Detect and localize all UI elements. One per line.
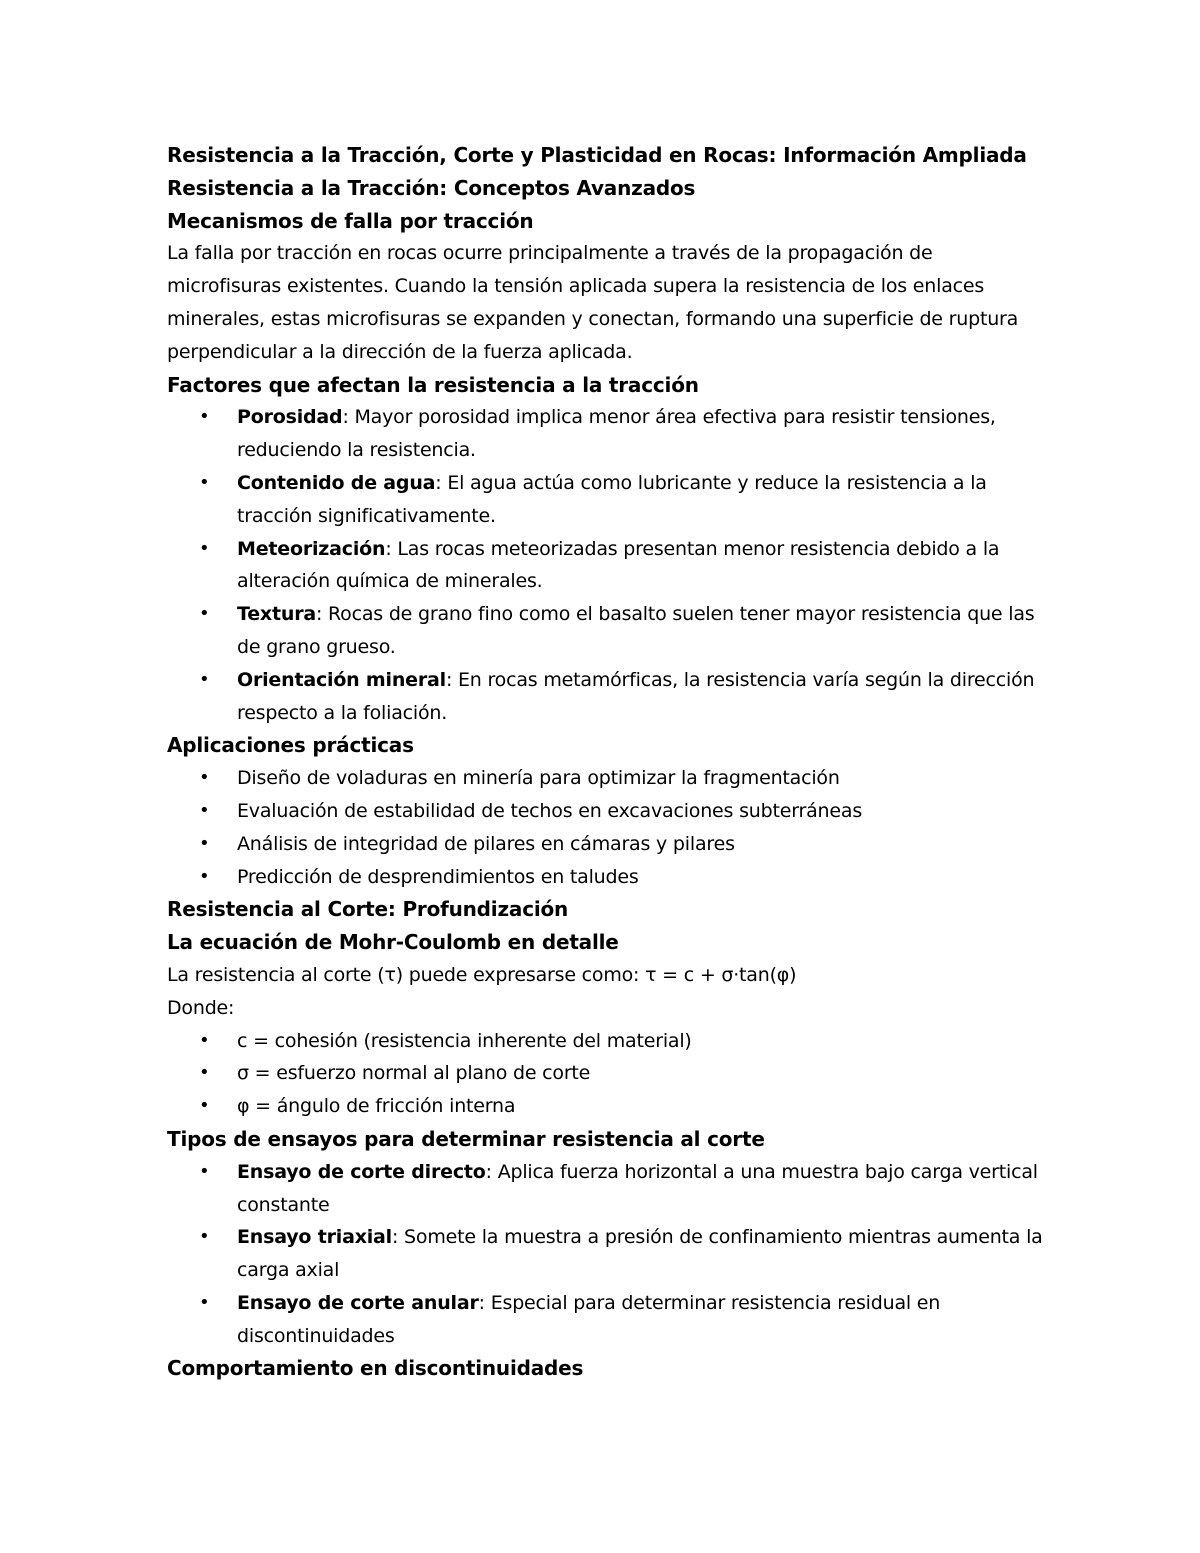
test-term: Ensayo de corte directo: [237, 1160, 486, 1183]
heading-discontinuities: Comportamiento en discontinuidades: [167, 1356, 584, 1381]
test-text: : Somete la muestra a presión de confinamiento mientras aumenta la carga axial: [237, 1226, 1043, 1282]
factor-text: : Las rocas meteorizadas presentan menor resistencia debido a la alteración química de minerales.: [237, 537, 1000, 593]
list-item: [167, 1090, 1050, 1123]
factor-text: : Mayor porosidad implica menor área efectiva para resistir tensiones, reduciendo la resistencia.: [237, 406, 996, 462]
applications-list: [167, 762, 1050, 893]
factor-term: Contenido de agua: [237, 471, 436, 494]
where-label: Donde:: [167, 996, 235, 1019]
bullet-icon: •: [199, 603, 210, 625]
test-text: : Aplica fuerza horizontal a una muestra bajo carga vertical constante: [237, 1160, 1038, 1216]
mohr-formula: La resistencia al corte (τ) puede expresarse como: τ = c + σ·tan(φ): [167, 963, 797, 986]
list-item: [167, 533, 1050, 599]
list-item: [167, 861, 1050, 894]
bullet-icon: •: [199, 799, 210, 821]
variable-text: σ = esfuerzo normal al plano de corte: [237, 1062, 591, 1085]
factor-term: Porosidad: [237, 406, 343, 429]
list-item: [167, 828, 1050, 861]
variable-text: φ = ángulo de fricción interna: [237, 1095, 516, 1118]
test-text: : Especial para determinar resistencia residual en discontinuidades: [237, 1291, 941, 1347]
bullet-icon: •: [199, 1029, 210, 1051]
list-item: [167, 1156, 1050, 1222]
factor-term: Textura: [237, 603, 316, 626]
tests-list: [167, 1156, 1050, 1353]
test-term: Ensayo de corte anular: [237, 1291, 479, 1314]
list-item: [167, 664, 1050, 730]
list-item: [167, 1057, 1050, 1090]
list-item: [167, 598, 1050, 664]
bullet-icon: •: [199, 1062, 210, 1084]
section-heading-shear: Resistencia al Corte: Profundización: [167, 897, 569, 922]
bullet-icon: •: [199, 668, 210, 690]
factors-list: [167, 401, 1050, 729]
heading-factors: Factores que afectan la resistencia a la tracción: [167, 372, 699, 397]
bullet-icon: •: [199, 1095, 210, 1117]
list-item: [167, 795, 1050, 828]
list-item: [167, 1287, 1050, 1353]
application-text: Evaluación de estabilidad de techos en excavaciones subterráneas: [237, 799, 863, 822]
application-text: Análisis de integridad de pilares en cámaras y pilares: [237, 832, 735, 855]
factor-text: : En rocas metamórficas, la resistencia varía según la dirección respecto a la foliación.: [237, 668, 1035, 724]
factor-text: : Rocas de grano fino como el basalto suelen tener mayor resistencia que las de grano grueso.: [237, 603, 1035, 658]
heading-mohr-coulomb: La ecuación de Mohr-Coulomb en detalle: [167, 930, 619, 955]
bullet-icon: •: [199, 406, 210, 428]
factor-text: : El agua actúa como lubricante y reduce la resistencia a la tracción significativamente.: [237, 471, 987, 527]
bullet-icon: •: [199, 1291, 210, 1313]
bullet-icon: •: [199, 865, 210, 887]
bullet-icon: •: [199, 832, 210, 854]
heading-tests: Tipos de ensayos para determinar resistencia al corte: [167, 1126, 765, 1151]
list-item: [167, 762, 1050, 795]
heading-mechanisms: Mecanismos de falla por tracción: [167, 208, 534, 233]
document-title: Resistencia a la Tracción, Corte y Plasticidad en Rocas: Información Ampliada: [167, 143, 1027, 167]
bullet-icon: •: [199, 537, 210, 559]
application-text: Predicción de desprendimientos en taludes: [237, 865, 639, 888]
list-item: [167, 1221, 1050, 1287]
variables-list: [167, 1025, 1050, 1123]
list-item: [167, 467, 1050, 533]
factor-term: Meteorización: [237, 537, 386, 560]
bullet-icon: •: [199, 1226, 210, 1248]
list-item: [167, 401, 1050, 467]
test-term: Ensayo triaxial: [237, 1226, 392, 1249]
variable-text: c = cohesión (resistencia inherente del material): [237, 1029, 692, 1052]
section-heading-tension: Resistencia a la Tracción: Conceptos Avanzados: [167, 175, 696, 200]
factor-term: Orientación mineral: [237, 668, 446, 691]
application-text: Diseño de voladuras en minería para optimizar la fragmentación: [237, 767, 840, 790]
list-item: [167, 1025, 1050, 1058]
bullet-icon: •: [199, 767, 210, 789]
bullet-icon: •: [199, 1160, 210, 1182]
heading-applications: Aplicaciones prácticas: [167, 733, 414, 758]
bullet-icon: •: [199, 471, 210, 493]
mechanisms-paragraph: La falla por tracción en rocas ocurre principalmente a través de la propagación de microfisuras existentes. Cuando la tensión aplicada supera la resistencia de los enlaces minerales, estas microfisuras se expanden y conectan, formando una superficie de ruptura perpendicular a la dirección de la fuerza aplicada.: [167, 242, 1019, 363]
